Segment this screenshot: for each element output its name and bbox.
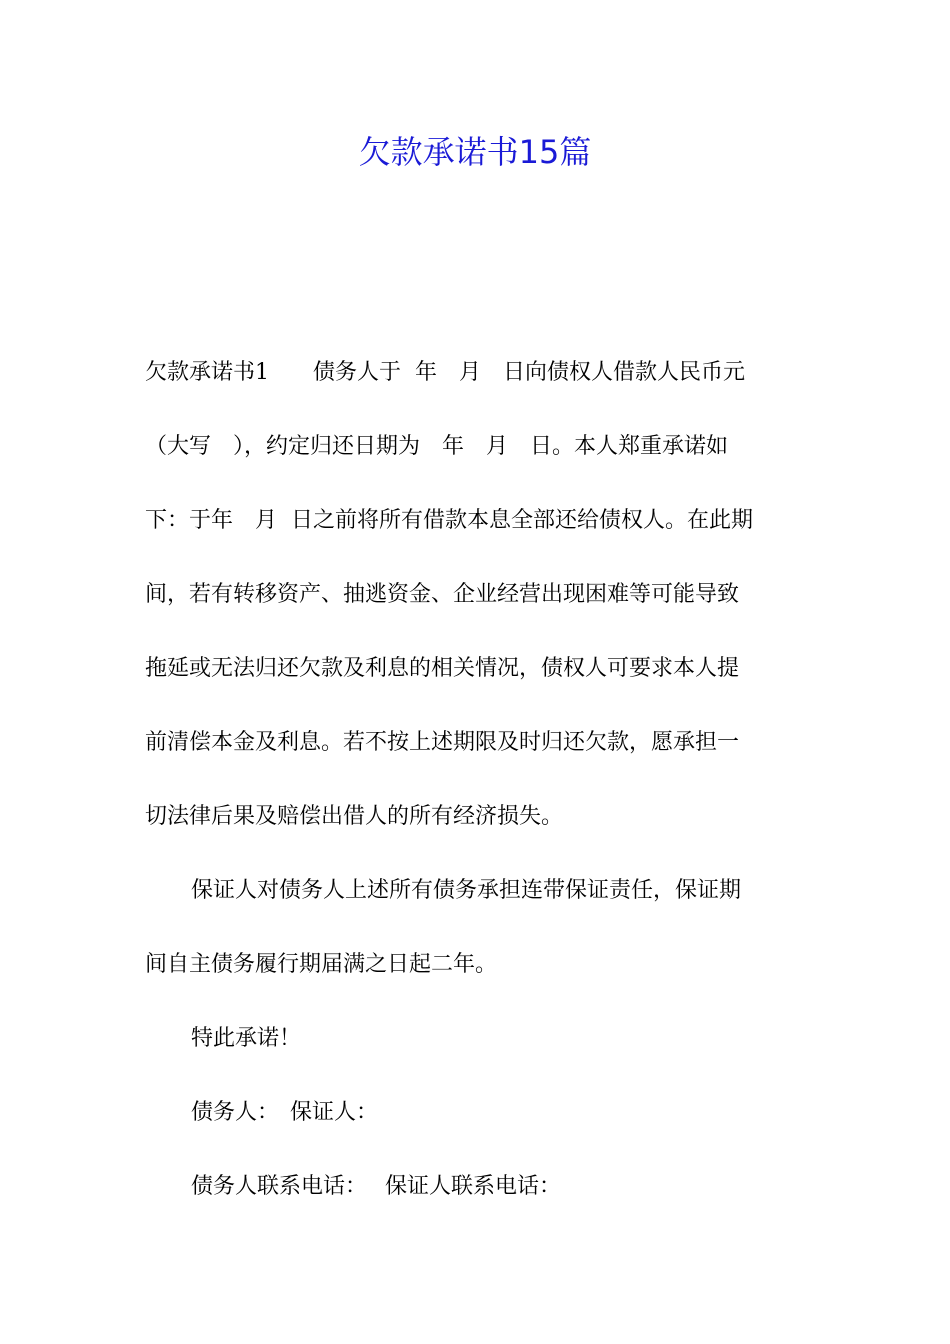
signature-section [145,1076,810,1150]
closing-text: 特此承诺！ [191,1026,302,1051]
phone-line: 债务人联系电话： 保证人联系电话： [191,1174,561,1199]
paragraph-1 [145,336,810,854]
paragraph-2 [145,854,810,1002]
paragraph-line: 切法律后果及赔偿出借人的所有经济损失。 [145,804,564,829]
paragraph-line: 间，若有转移资产、抽逃资金、企业经营出现困难等可能导致 [145,582,740,607]
paragraph-line: 欠款承诺书1 债务人于 年 月 日向债权人借款人民币元 [145,360,745,385]
paragraph-line: 前清偿本金及利息。若不按上述期限及时归还欠款，愿承担一 [145,730,740,755]
phone-section [145,1150,810,1224]
document-body [145,336,810,1224]
paragraph-line: 拖延或无法归还欠款及利息的相关情况，债权人可要求本人提 [145,656,740,681]
paragraph-line: 间自主债务履行期届满之日起二年。 [145,952,498,977]
paragraph-line: 保证人对债务人上述所有债务承担连带保证责任，保证期 [191,878,742,903]
paragraph-line: 下：于年 月 日之前将所有借款本息全部还给债权人。在此期 [145,508,753,533]
paragraph-line: （大写 ），约定归还日期为 年 月 日。本人郑重承诺如 [145,434,729,459]
document-title: 欠款承诺书15篇 [358,133,592,171]
signature-line: 债务人： 保证人： [191,1100,379,1125]
closing-statement [145,1002,810,1076]
